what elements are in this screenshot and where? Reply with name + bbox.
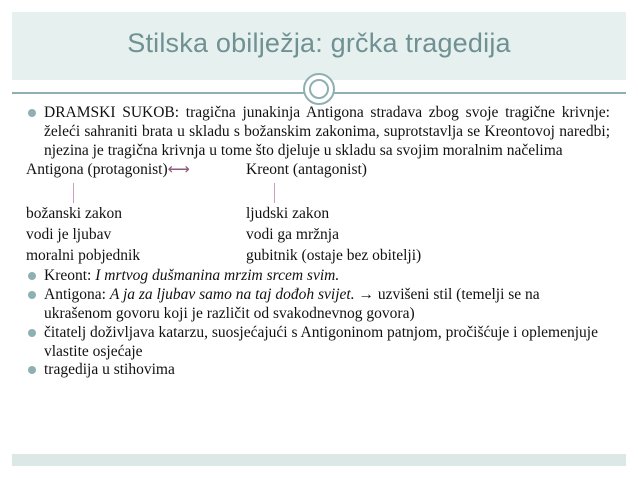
bullet-dot-icon (28, 291, 36, 299)
connector-right (274, 183, 275, 203)
circle-ornament-icon (303, 73, 335, 105)
protagonist-antagonist-row (26, 160, 610, 181)
slide-content (26, 104, 610, 380)
bullet-katarza: čitatelj doživljava katarzu, suosjećajući s Antigoninom patnjom, pročišćuje i oplemenjuje vlastite osjećaje (26, 324, 610, 362)
protagonist-label: Antigona (protagonist)⟷ (26, 161, 190, 179)
comparison-row (26, 246, 610, 267)
double-arrow-icon: ⟷ (167, 161, 190, 179)
comparison-right: gubitnik (ostaje bez obitelji) (246, 247, 422, 265)
connector-left (73, 183, 74, 203)
comparison-left: božanski zakon (26, 205, 122, 223)
bullet-dot-icon (28, 272, 36, 280)
bullet-antigona-quote: Antigona: A ja za ljubav samo na taj dođoh svijet. → uzvišeni stil (temelji se na ukrašenom govoru koji je različit od svakodnevnog govora) (26, 286, 610, 324)
comparison-right: vodi ga mržnja (246, 226, 339, 244)
quote-text: A ja za ljubav samo na taj dođoh svijet. (109, 286, 355, 304)
comparison-row (26, 225, 610, 246)
bottom-band (12, 454, 626, 466)
bullet-stihovi: tragedija u stihovima (26, 361, 610, 380)
antagonist-label: Kreont (antagonist) (246, 161, 367, 179)
bullet-dramski-sukob (26, 104, 610, 160)
bullet-kreont-quote: Kreont: I mrtvog dušmanina mrzim srcem svim. (26, 267, 610, 286)
bullet-dot-icon (28, 329, 36, 337)
bullet-dot-icon (28, 366, 36, 374)
comparison-left: moralni pobjednik (26, 247, 141, 265)
slide-title: Stilska obilježja: grčka tragedija (127, 28, 511, 58)
quote-text: I mrtvog dušmanina mrzim srcem svim. (95, 267, 340, 285)
comparison-row (26, 204, 610, 225)
bullet-dot-icon (28, 109, 36, 117)
bullet-text: DRAMSKI SUKOB: tragična junakinja Antigona stradava zbog svoje tragične krivnje: želeći sahraniti brata u skladu s božanskim zakonima, suprotstavlja se Kreontovoj naredbi; njezina je tragična krivnja u tome što djeluje u skladu sa svojim moralnim načelima (44, 104, 610, 159)
comparison-left: vodi je ljubav (26, 226, 112, 244)
connector-lines (26, 181, 610, 204)
comparison-right: ljudski zakon (246, 205, 330, 223)
inner-circle-icon (309, 79, 329, 99)
